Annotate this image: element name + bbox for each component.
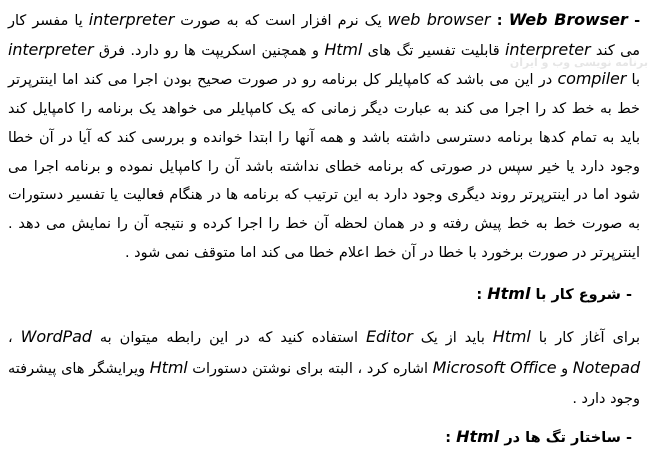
text-fragment: استفاده کنید که در این رابطه میتوان به: [91, 330, 366, 347]
term-html: Html: [324, 39, 363, 59]
term-wordpad: WordPad: [20, 327, 92, 347]
paragraph-editors: [8, 322, 640, 414]
paragraph-lead-dash: -: [627, 13, 640, 29]
term-microsoft-office: Microsoft Office: [432, 358, 557, 378]
text-fragment: باید از یک: [412, 330, 493, 347]
text-fragment: ،: [8, 330, 21, 347]
text-fragment: و همچنین اسکریپت ها رو دارد. فرق: [93, 42, 325, 59]
text-fragment: اشاره کرد ، البته برای نوشتن دستورات: [187, 361, 433, 378]
text-fragment: یک نرم افزار است که به صورت: [174, 13, 388, 29]
term-interpreter: interpreter: [88, 10, 175, 29]
text-fragment: با: [626, 72, 640, 89]
term-html: Html: [492, 327, 531, 347]
term-notepad: Notepad: [572, 358, 640, 378]
term-interpreter: interpreter: [8, 39, 94, 59]
text-fragment: و: [556, 361, 573, 378]
term-web-browser-title: Web Browser: [508, 10, 628, 29]
text-fragment: در این می باشد که کامپایلر کل برنامه رو در صورت صحیح بودن اجرا می کند اما اینترپرتر خط به خط کد را اجرا می کند به عبارت دیگر زمانی که یک کامپایلر می خواهد یک برنامه را کامپایل کند باید به تمام کدها برنامه دسترسی داشته باشد و همه آنها را ابتدا خوانده و بررسی کند که آیا در آن خطا وجود دارد یا خیر سپس در صورتی که برنامه خطای نداشته باشد آن را کامپایل نموده و برنامه اجرا می شود اما در اینترپرتر روند دیگری وجود دارد به این ترتیب که برنامه ها در هنگام فعالیت یا تفسیر دستورات به صورت خط به خط پیش رفته و در همان لحظه آن خط را اجرا کرده و نتیجه آن را نمایش می دهد . اینترپرتر در صورت برخورد با خطا در آن خط اعلام خطا می کند اما متوقف نمی شود .: [8, 72, 640, 261]
text-fragment: برای آغاز کار با: [530, 330, 640, 347]
term-html: Html: [487, 284, 531, 304]
text-fragment: یا مفسر کار می کند: [8, 13, 641, 59]
term-compiler: compiler: [557, 69, 627, 89]
heading-colon: :: [476, 287, 488, 304]
term-interpreter: interpreter: [505, 39, 591, 59]
heading-colon: :: [445, 430, 457, 447]
heading-getting-started: [8, 281, 640, 308]
term-editor: Editor: [365, 327, 413, 347]
term-html: Html: [456, 427, 500, 447]
heading-text: ساختار تگ ها در: [499, 430, 621, 447]
heading-tag-structure: [8, 424, 640, 451]
paragraph-web-browser: [8, 6, 640, 267]
term-web-browser: web browser: [387, 10, 491, 29]
watermark-text: برنامه نویسی وب و ایران: [509, 56, 648, 69]
heading-text: شروع کار با: [530, 287, 621, 304]
term-html: Html: [149, 358, 188, 378]
text-fragment: ویرایشگر های پیشرفته وجود دارد .: [8, 361, 640, 408]
heading-dash: -: [620, 287, 632, 304]
text-fragment: قابلیت تفسیر تگ های: [362, 42, 506, 59]
heading-dash: -: [620, 430, 632, 447]
paragraph-lead-colon: :: [490, 13, 509, 29]
